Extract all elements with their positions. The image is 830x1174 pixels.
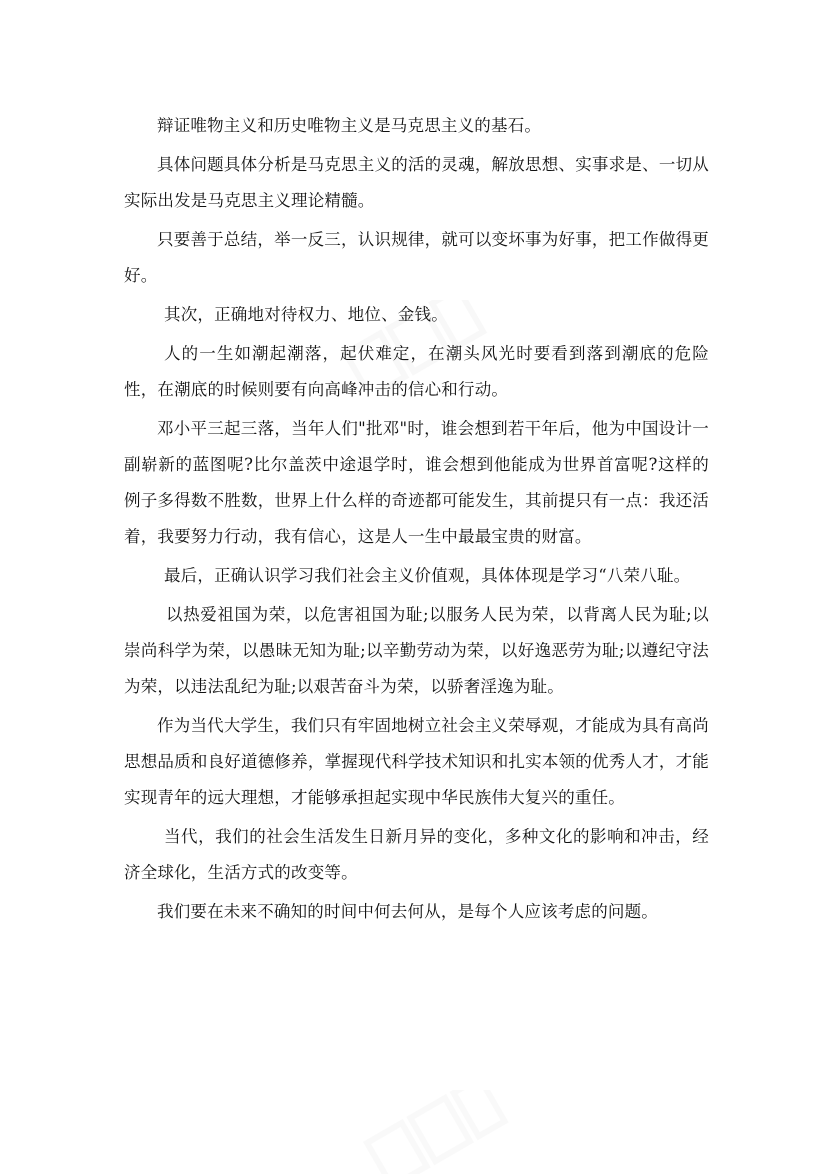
- paragraph: 以热爱祖国为荣，以危害祖国为耻;以服务人民为荣，以背离人民为耻;以崇尚科学为荣，以愚昧无知为耻;以辛勤劳动为荣，以好逸恶劳为耻;以遵纪守法为荣，以违法乱纪为耻;以艰苦奋斗为荣，以骄奢淫逸为耻。: [124, 605, 709, 696]
- paragraph: 当代，我们的社会生活发生日新月异的变化，多种文化的影响和冲击，经济全球化，生活方式的改变等。: [124, 827, 709, 882]
- paragraph: 辩证唯物主义和历史唯物主义是马克思主义的基石。: [157, 116, 542, 135]
- paragraph: 最后，正确认识学习我们社会主义价值观，具体体现是学习“八荣八耻。: [164, 566, 691, 585]
- paragraph: 只要善于总结，举一反三，认识规律，就可以变坏事为好事，把工作做得更好。: [124, 230, 709, 285]
- document-body: [124, 108, 709, 930]
- watermark-logo-icon: [350, 1090, 510, 1174]
- paragraph: 人的一生如潮起潮落，起伏难定，在潮头风光时要看到落到潮底的危险性，在潮底的时候则要有向高峰冲击的信心和行动。: [124, 344, 709, 399]
- paragraph: 具体问题具体分析是马克思主义的活的灵魂，解放思想、实事求是、一切从实际出发是马克思主义理论精髓。: [124, 155, 709, 210]
- paragraph: 邓小平三起三落，当年人们"批邓"时，谁会想到若干年后，他为中国设计一副崭新的蓝图呢?比尔盖茨中途退学时，谁会想到他能成为世界首富呢?这样的例子多得数不胜数，世界上什么样的奇迹都可能发生，其前提只有一点：我还活着，我要努力行动，我有信心，这是人一生中最最宝贵的财富。: [124, 419, 709, 546]
- paragraph: 其次，正确地对待权力、地位、金钱。: [164, 305, 448, 324]
- paragraph: 我们要在未来不确知的时间中何去何从，是每个人应该考虑的问题。: [157, 902, 658, 921]
- paragraph: 作为当代大学生，我们只有牢固地树立社会主义荣辱观，才能成为具有高尚思想品质和良好道德修养，掌握现代科学技术知识和扎实本领的优秀人才，才能实现青年的远大理想，才能够承担起实现中华民族伟大复兴的重任。: [124, 716, 709, 807]
